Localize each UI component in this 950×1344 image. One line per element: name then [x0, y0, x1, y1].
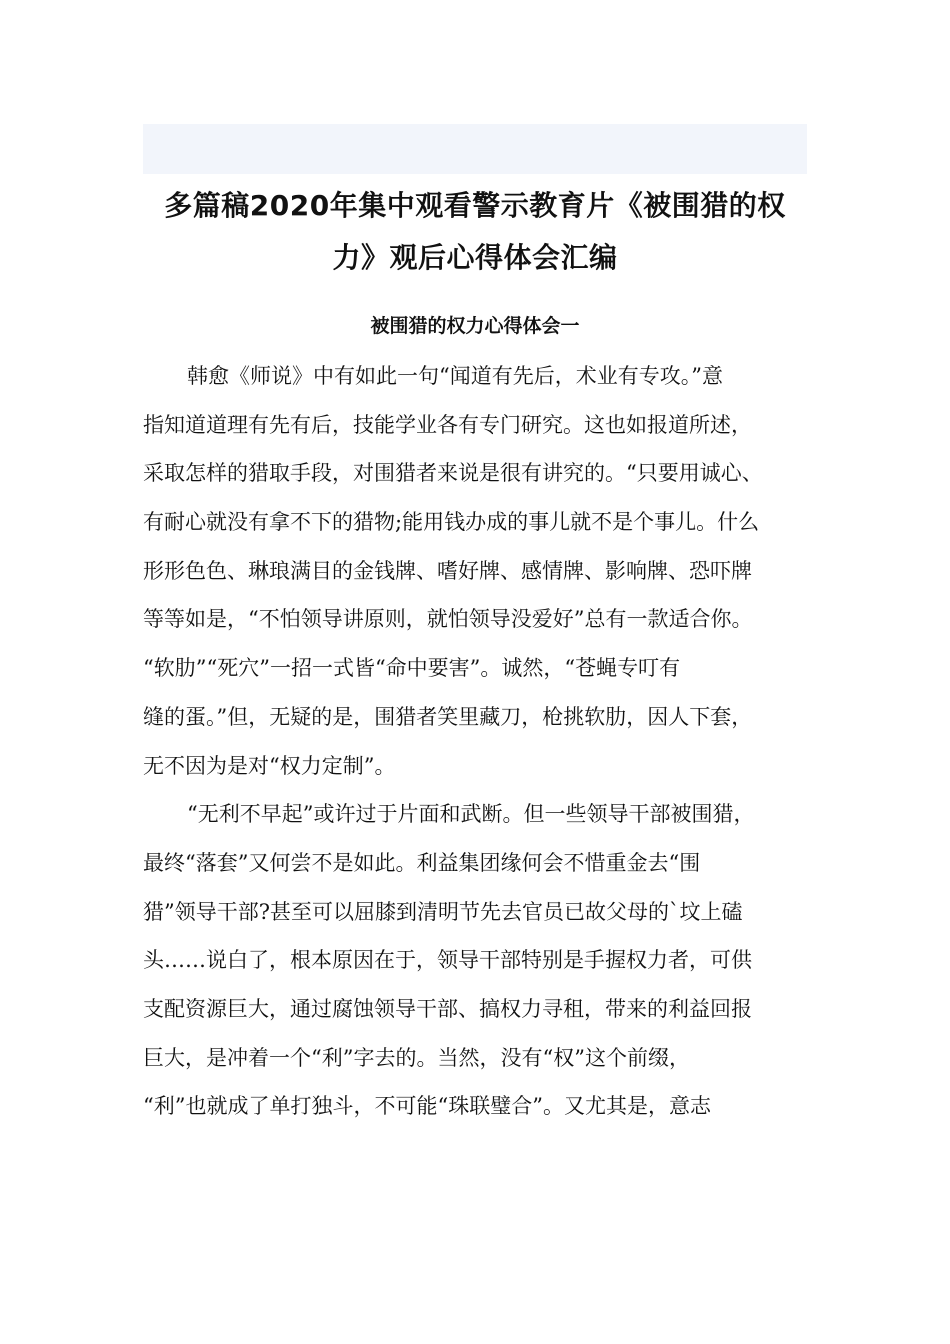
paragraph-2-line: 最终“落套”又何尝不是如此。利益集团缘何会不惜重金去“围 [143, 850, 701, 875]
paragraph-2-line: “利”也就成了单打独斗，不可能“珠联璧合”。又尤其是，意志 [143, 1094, 711, 1119]
paragraph-1-line: 采取怎样的猎取手段，对围猎者来说是很有讲究的。“只要用诚心、 [143, 461, 763, 486]
paragraph-2-line: 巨大，是冲着一个“利”字去的。当然，没有“权”这个前缀， [143, 1045, 690, 1070]
paragraph-1-line: 韩愈《师说》中有如此一句“闻道有先后，术业有专攻。”意 [187, 364, 723, 388]
paragraph-1-line: 等等如是，“不怕领导讲原则，就怕领导没爱好”总有一款适合你。 [143, 607, 753, 632]
paragraph-1-line: 指知道道理有先有后，技能学业各有专门研究。这也如报道所述， [143, 412, 752, 437]
paragraph-1-line: 形形色色、琳琅满目的金钱牌、嗜好牌、感情牌、影响牌、恐吓牌 [143, 558, 752, 583]
paragraph-2-line: 头……说白了，根本原因在于，领导干部特别是手握权力者，可供 [143, 948, 752, 973]
paragraph-2-line: 支配资源巨大，通过腐蚀领导干部、搞权力寻租，带来的利益回报 [143, 996, 752, 1021]
paragraph-1-line: 缝的蛋。”但，无疑的是，围猎者笑里藏刀，枪挑软肋，因人下套， [143, 704, 753, 729]
paragraph-2-line: “无利不早起”或许过于片面和武断。但一些领导干部被围猎， [187, 802, 755, 827]
paragraph-1-line: “软肋”“死穴”一招一式皆“命中要害”。诚然，“苍蝇专叮有 [143, 656, 681, 681]
body-text [143, 352, 807, 1131]
section-heading: 被围猎的权力心得体会一 [370, 315, 580, 337]
document-title [143, 180, 807, 284]
header-band [143, 124, 807, 174]
paragraph-1-line: 有耐心就没有拿不下的猎物;能用钱办成的事儿就不是个事儿。什么 [143, 510, 760, 535]
paragraph-2-line: 猎”领导干部?甚至可以屈膝到清明节先去官员已故父母的`坟上磕 [143, 899, 743, 924]
title-line-1: 多篇稿2020年集中观看警示教育片《被围猎的权 [164, 189, 786, 222]
title-line-2: 力》观后心得体会汇编 [332, 241, 618, 274]
paragraph-1-line: 无不因为是对“权力定制”。 [143, 753, 396, 778]
